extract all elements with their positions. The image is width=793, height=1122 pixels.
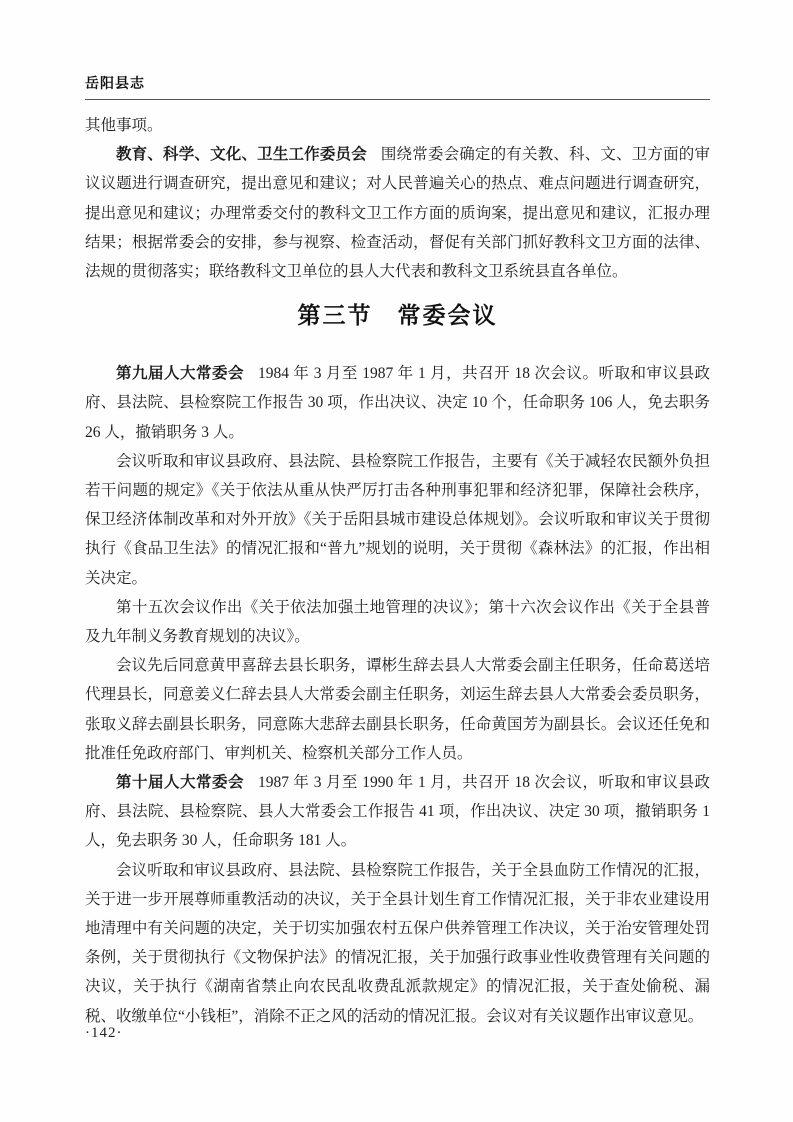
paragraph-text: 1984 年 3 月至 1987 年 1 月，共召开 18 次会议。听取和审议县政府、县法院、县检察院工作报告 30 项，作出决议、决定 10 个，任命职务 106 人，免去职务 26 人，撤销职务 3 人。 [85,365,710,441]
page-number: ·142· [85,1025,123,1041]
paragraph-ninth-reports [85,447,710,593]
paragraph-other-matters [85,111,710,140]
paragraph-text: 第十五次会议作出《关于依法加强土地管理的决议》；第十六次会议作出《关于全县普及九年制义务教育规划的决议》。 [85,598,710,646]
book-title: 岳阳县志 [85,75,145,91]
paragraph-text: 围绕常委会确定的有关教、科、文、卫方面的审议议题进行调查研究，提出意见和建议；对人民普遍关心的热点、难点问题进行调查研究，提出意见和建议；办理常委交付的教科文卫工作方面的质询案，提出意见和建议，汇报办理结果；根据常委会的安排，参与视察、检查活动，督促有关部门抓好教科文卫方面的法律、法规的贯彻落实；联络教科文卫单位的县人大代表和教科文卫系统县直各单位。 [85,146,710,281]
paragraph-lead: 第十届人大常委会 [116,774,245,792]
paragraph-tenth-standing-committee [85,768,710,856]
paragraph-text: 会议听取和审议县政府、县法院、县检察院工作报告，关于全县血防工作情况的汇报，关于进一步开展尊师重教活动的决议，关于全县计划生育工作情况汇报，关于非农业建设用地清理中有关问题的决定，关于切实加强农村五保户供养管理工作决议，关于治安管理处罚条例，关于贯彻执行《文物保护法》的情况汇报，关于加强行政事业性收费管理有关问题的决议，关于执行《湖南省禁止向农民乱收费乱派款规定》的情况汇报，关于查处偷税、漏税、收缴单位“小钱柜”，消除不正之风的活动的情况汇报。会议对有关议题作出审议意见。 [85,861,710,1025]
paragraph-text: 会议听取和审议县政府、县法院、县检察院工作报告，主要有《关于减轻农民额外负担若干问题的规定》《关于依法从重从快严厉打击各种刑事犯罪和经济犯罪，保障社会秩序，保卫经济体制改革和对外开放》《关于岳阳县城市建设总体规划》。会议听取和审议关于贯彻执行《食品卫生法》的情况汇报和“普九”规划的说明，关于贯彻《森林法》的汇报，作出相关决定。 [85,452,710,587]
paragraph-resolutions [85,593,710,651]
paragraph-tenth-reports [85,856,710,1031]
paragraph-appointments [85,651,710,768]
running-header [85,74,710,100]
header-rule [85,99,710,100]
paragraph-ninth-standing-committee [85,359,710,447]
paragraph-text: 其他事项。 [85,117,163,134]
section-heading: 第三节 常委会议 [297,302,498,329]
paragraph-text: 会议先后同意黄甲喜辞去县长职务，谭彬生辞去县人大常委会副主任职务，任命葛送培代理县长，同意姜义仁辞去县人大常委会副主任职务，刘运生辞去县人大常委会委员职务，张取义辞去副县长职务，同意陈大悲辞去副县长职务，任命黄国芳为副县长。会议还任免和批准任免政府部门、审判机关、检察机关部分工作人员。 [85,657,710,762]
page-content [85,111,710,1031]
paragraph-education-committee [85,140,710,286]
paragraph-lead: 第九届人大常委会 [116,365,245,383]
paragraph-lead: 教育、科学、文化、卫生工作委员会 [116,146,367,164]
paragraph-text: 1987 年 3 月至 1990 年 1 月，共召开 18 次会议，听取和审议县政府、县法院、县检察院、县人大常委会工作报告 41 项，作出决议、决定 30 项，撤销职务 1 人，免去职务 30 人，任命职务 181 人。 [85,774,710,850]
